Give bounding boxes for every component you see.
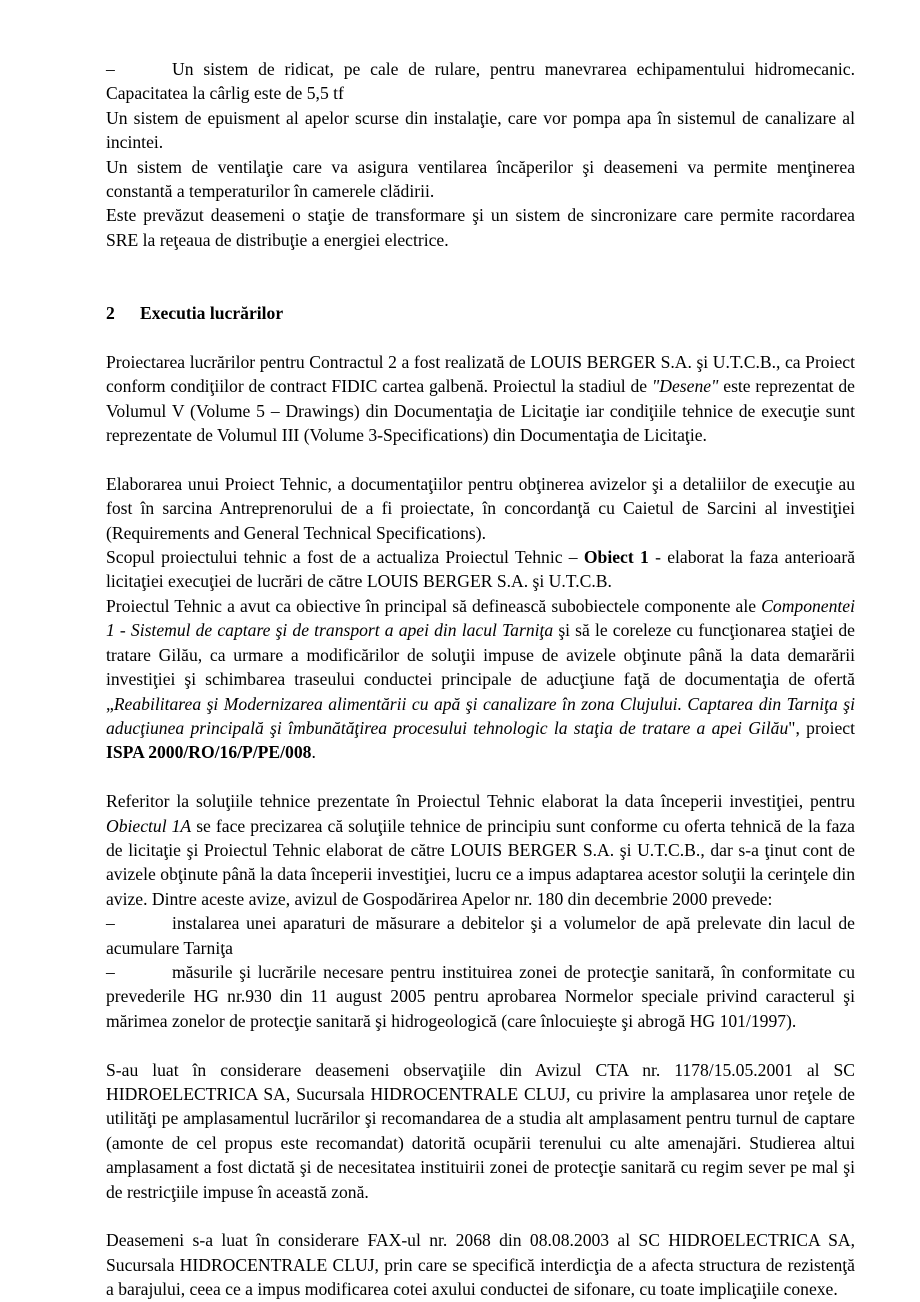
dash-bullet-icon: –	[106, 913, 115, 934]
run-text: .	[311, 742, 316, 763]
run-italic-componenta1: Componentei 1 - Sistemul de captare şi de transport a apei din lacul Tarniţa	[106, 595, 855, 641]
paragraph-transformer-station: Este prevăzut deasemeni o staţie de transformare şi un sistem de sincronizare care permite racordarea SRE la reţeaua de distribuţie a energiei electrice.	[106, 205, 855, 250]
paragraph-text: instalarea unei aparaturi de măsurare a debitelor şi a volumelor de apă prelevate din lacul de acumulare Tarniţa	[106, 913, 855, 958]
spacer	[106, 277, 855, 301]
run-text: ", proiect	[788, 717, 855, 738]
paragraph-technical-solutions-reference	[106, 789, 855, 911]
paragraph-technical-project-elaboration: Elaborarea unui Proiect Tehnic, a documentaţiilor pentru obţinerea avizelor şi a detaliilor de execuţie au fost în sarcina Antreprenorului de a fi proiectate, în concordanţă cu Caietul de Sarcini al investiţiei (Requirements and General Technical Specifications).	[106, 473, 855, 543]
document-body	[106, 57, 855, 1302]
paragraph-fax-hidroelectrica: Deasemeni s-a luat în considerare FAX-ul nr. 2068 din 08.08.2003 al SC HIDROELECTRICA SA, Sucursala HIDROCENTRALE CLUJ, prin care se specifică interdicţia de a afecta structura de rezistenţă a barajului, ceea ce a impus modificarea cotei axului conductei de sifonare, cu toate implicaţiile conexe.	[106, 1230, 855, 1300]
run-text: - elaborat la faza anterioară licitaţiei execuţiei de lucrări de către LOUIS BERGER S.A. şi U.T.C.B.	[106, 547, 856, 592]
spacer	[106, 765, 855, 789]
run-text: se face precizarea că soluţiile tehnice de principiu sunt conforme cu oferta tehnică de la faza de licitaţie şi Proiectul Tehnic elaborat de către LOUIS BERGER S.A. şi U.T.C.B., dar s-a ţinut cont de avizele obţinute până la data începerii investiţiei, lucru ce a impus adaptarea acestor soluţii la cerinţele din avize. Dintre aceste avize, avizul de Gospodărirea Apelor nr. 180 din decembrie 2000 prevede:	[106, 815, 855, 909]
paragraph-design-contract2	[106, 350, 855, 448]
section-title: Executia lucrărilor	[140, 303, 284, 324]
run-text: este reprezentat de Volumul V (Volume 5 – Drawings) din Documentaţia de Licitaţie iar condiţiile tehnice de execuţie sunt reprezentate de Volumul III (Volume 3-Specifications) din Documentaţia de Licitaţie.	[106, 376, 855, 446]
section-heading-execution	[106, 301, 855, 325]
paragraph-dash-measuring-equipment	[106, 911, 855, 960]
run-text: Proiectarea lucrărilor pentru Contractul 2 a fost realizată de LOUIS BERGER S.A. şi U.T.C.B., ca Proiect conform condiţiilor de contract FIDIC cartea galbenă. Proiectul la stadiul de	[106, 351, 855, 397]
dash-bullet-icon: –	[106, 59, 115, 79]
section-number: 2	[106, 303, 115, 324]
paragraph-text: măsurile şi lucrările necesare pentru instituirea zonei de protecţie sanitară, în conformitate cu prevederile HG nr.930 din 11 august 2005 pentru aprobarea Normelor speciale privind caracterul şi mărimea zonelor de protecţie sanitară şi hidrogeologică (care înlocuieşte şi abrogă HG 101/1997).	[106, 961, 855, 1031]
run-italic-offer-title: Reabilitarea şi Modernizarea alimentării cu apă şi canalizare în zona Clujului. Captarea din Tarniţa şi aducţiunea principală şi îmbunătăţirea procesului tehnologic la staţia de tratare a apei Gilău	[106, 693, 855, 738]
spacer	[106, 447, 855, 471]
spacer	[106, 252, 855, 276]
paragraph-objectives-subobjects	[106, 594, 855, 765]
run-text: Scopul proiectului tehnic a fost de a actualiza Proiectul Tehnic –	[106, 547, 584, 568]
run-bold-ispa-code: ISPA 2000/RO/16/P/PE/008	[106, 742, 312, 763]
run-bold-obiect1: Obiect 1	[583, 547, 649, 568]
paragraph-cta-opinion: S-au luat în considerare deasemeni observaţiile din Avizul CTA nr. 1178/15.05.2001 al SC HIDROELECTRICA SA, Sucursala HIDROCENTRALE CLUJ, cu privire la amplasarea unor reţele de utilităţi pe amplasamentul lucrărilor şi recomandarea de a studia alt amplasament pentru turnul de captare (amonte de cel propus este recomandat) datorită ocupării terenului cu alte amenajări. Studierea altui amplasament a fost dictată şi de necesitatea instituirii zonei de protecţie sanitară cu regim sever pe mal şi de restricţiile impuse în această zonă.	[106, 1059, 855, 1202]
run-text: Referitor la soluţiile tehnice prezentate în Proiectul Tehnic elaborat la data începerii investiţiei, pentru	[106, 791, 855, 812]
run-text: şi să le coreleze cu funcţionarea staţiei de tratare Gilău, ca urmare a modificărilor de soluţii impuse de avizele obţinute până la data demarării investiţiei şi schimbarea traseului conductei principale de aducţiune faţă de documentaţia de ofertă „	[106, 620, 855, 714]
run-italic-desene: "Desene"	[651, 376, 719, 397]
dash-bullet-icon: –	[106, 961, 115, 982]
run-text: Proiectul Tehnic a avut ca obiective în principal să definească subobiectele componente ale	[106, 595, 762, 616]
paragraph-drainage-system: Un sistem de epuisment al apelor scurse din instalaţie, care vor pompa apa în sistemul de canalizare al incintei.	[106, 107, 855, 153]
paragraph-dash-lifting-system	[106, 57, 855, 106]
paragraph-dash-sanitary-protection	[106, 960, 855, 1033]
spacer	[106, 325, 855, 349]
paragraph-scope-technical-project	[106, 545, 855, 594]
run-italic-obiectul1a: Obiectul 1A	[106, 815, 192, 836]
spacer	[106, 1204, 855, 1228]
spacer	[106, 1033, 855, 1057]
paragraph-text: Un sistem de ridicat, pe cale de rulare, pentru manevrarea echipamentului hidromecanic. Capacitatea la cârlig este de 5,5 tf	[106, 59, 855, 104]
paragraph-ventilation-system: Un sistem de ventilaţie care va asigura ventilarea încăperilor şi deasemeni va permite menţinerea constantă a temperaturilor în camerele clădirii.	[106, 156, 855, 202]
